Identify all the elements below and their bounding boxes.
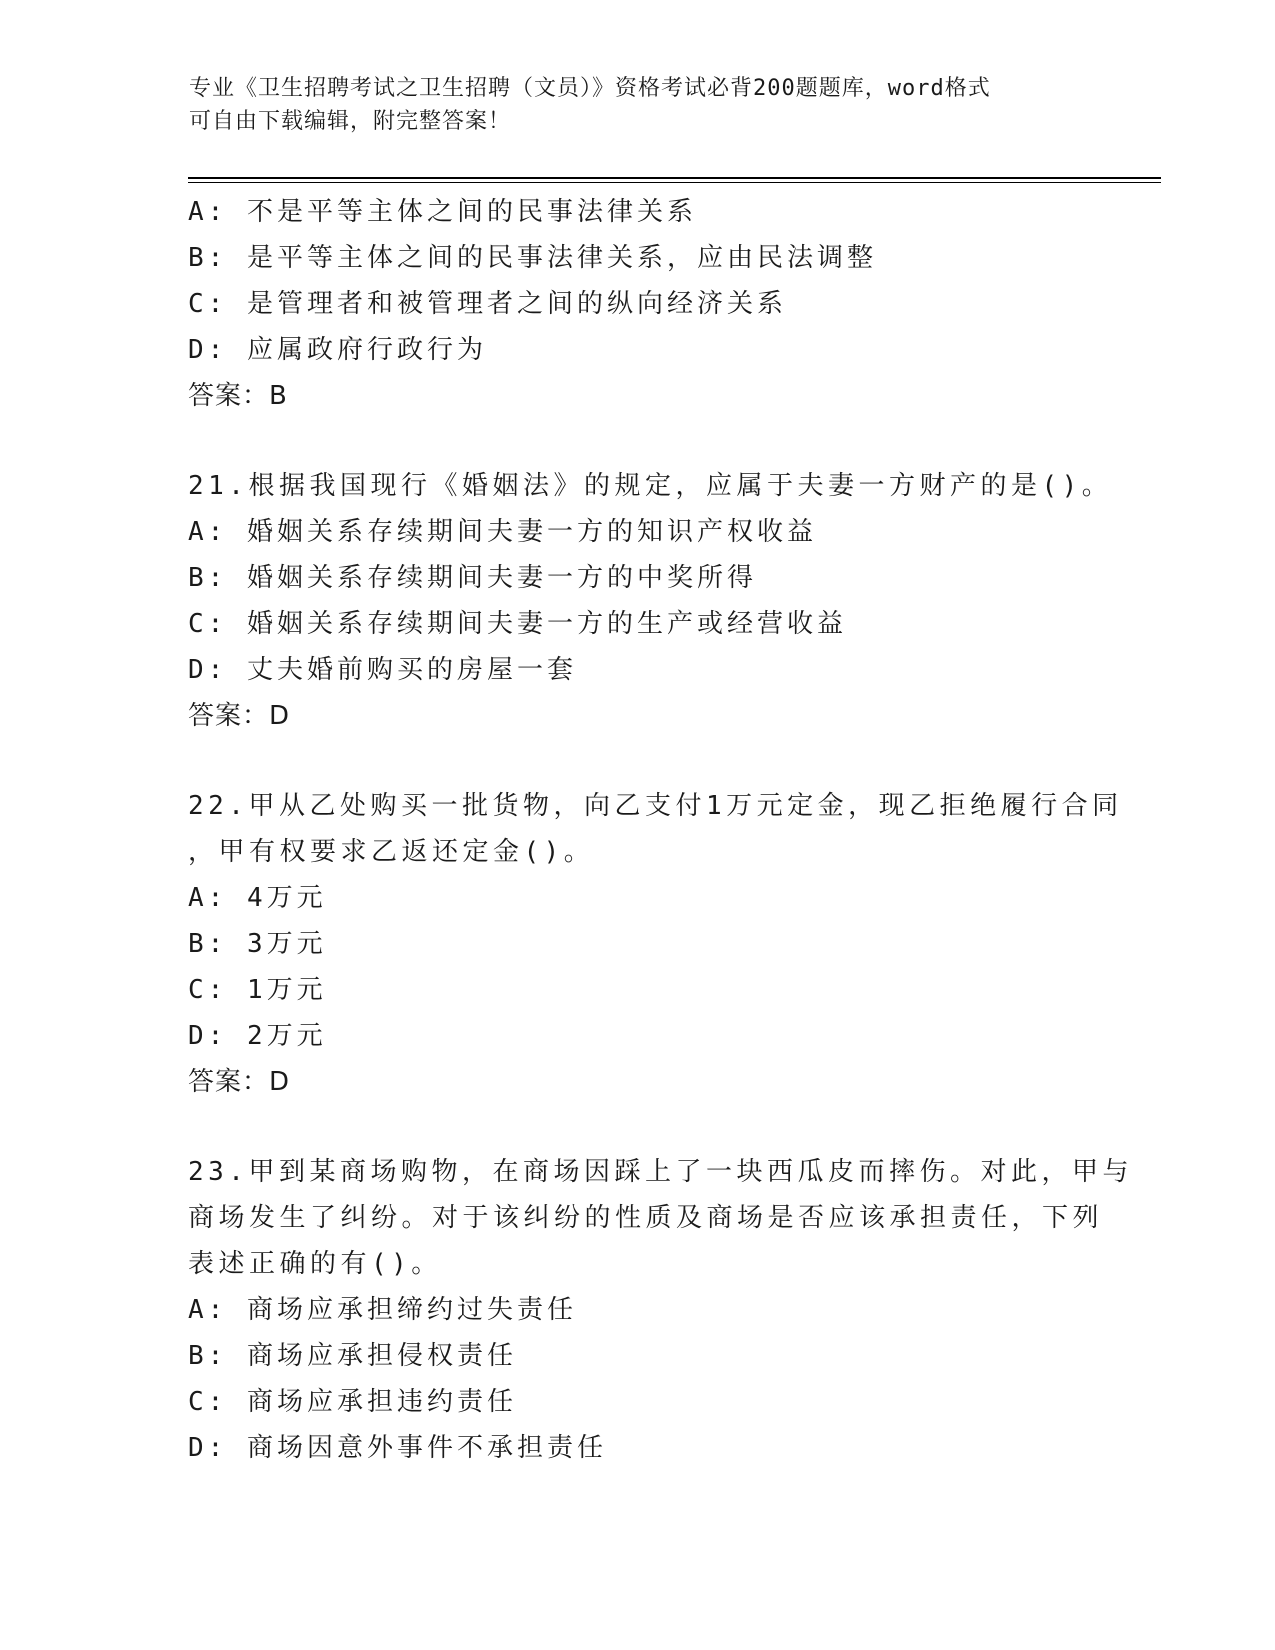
question-text: 23.甲到某商场购物，在商场因踩上了一块西瓜皮而摔伤。对此，甲与 [188,1157,1133,1187]
question-text: 21.根据我国现行《婚姻法》的规定，应属于夫妻一方财产的是()。 [188,471,1113,501]
option-c: C: 婚姻关系存续期间夫妻一方的生产或经营收益 [188,609,847,639]
option-d: D: 商场因意外事件不承担责任 [188,1433,607,1463]
option-d: D: 2万元 [188,1021,327,1051]
option-a: A: 4万元 [188,883,327,913]
option-a: A: 婚姻关系存续期间夫妻一方的知识产权收益 [188,517,817,547]
option-a: A: 不是平等主体之间的民事法律关系 [188,197,697,227]
option-b: B: 是平等主体之间的民事法律关系，应由民法调整 [188,243,877,273]
spacer [188,419,1108,463]
question-23 [188,1149,1133,1471]
option-b: B: 3万元 [188,929,327,959]
header-title-line-1: 专业《卫生招聘考试之卫生招聘（文员）》资格考试必背200题题库，word格式 [189,76,991,101]
question-22 [188,783,1123,1105]
question-list [188,189,1133,1471]
spacer [188,1105,1108,1149]
answer-label: 答案：B [188,381,288,411]
document-header [189,72,1089,138]
option-c: C: 商场应承担违约责任 [188,1387,517,1417]
option-b: B: 婚姻关系存续期间夫妻一方的中奖所得 [188,563,757,593]
option-c: C: 是管理者和被管理者之间的纵向经济关系 [188,289,787,319]
header-title-line-2: 可自由下载编辑，附完整答案！ [189,109,512,134]
option-d: D: 应属政府行政行为 [188,335,487,365]
header-divider-thin [188,182,1161,183]
question-20 [188,189,1108,419]
option-d: D: 丈夫婚前购买的房屋一套 [188,655,577,685]
question-text: ，甲有权要求乙返还定金()。 [188,837,595,867]
question-text: 22.甲从乙处购买一批货物，向乙支付1万元定金，现乙拒绝履行合同 [188,791,1123,821]
spacer [188,739,1108,783]
answer-label: 答案：D [188,701,291,731]
option-c: C: 1万元 [188,975,327,1005]
question-text: 商场发生了纠纷。对于该纠纷的性质及商场是否应该承担责任，下列 [188,1203,1104,1233]
option-a: A: 商场应承担缔约过失责任 [188,1295,577,1325]
answer-label: 答案：D [188,1067,291,1097]
option-b: B: 商场应承担侵权责任 [188,1341,517,1371]
header-divider-thick [188,177,1161,179]
question-21 [188,463,1113,739]
question-text: 表述正确的有()。 [188,1249,442,1279]
